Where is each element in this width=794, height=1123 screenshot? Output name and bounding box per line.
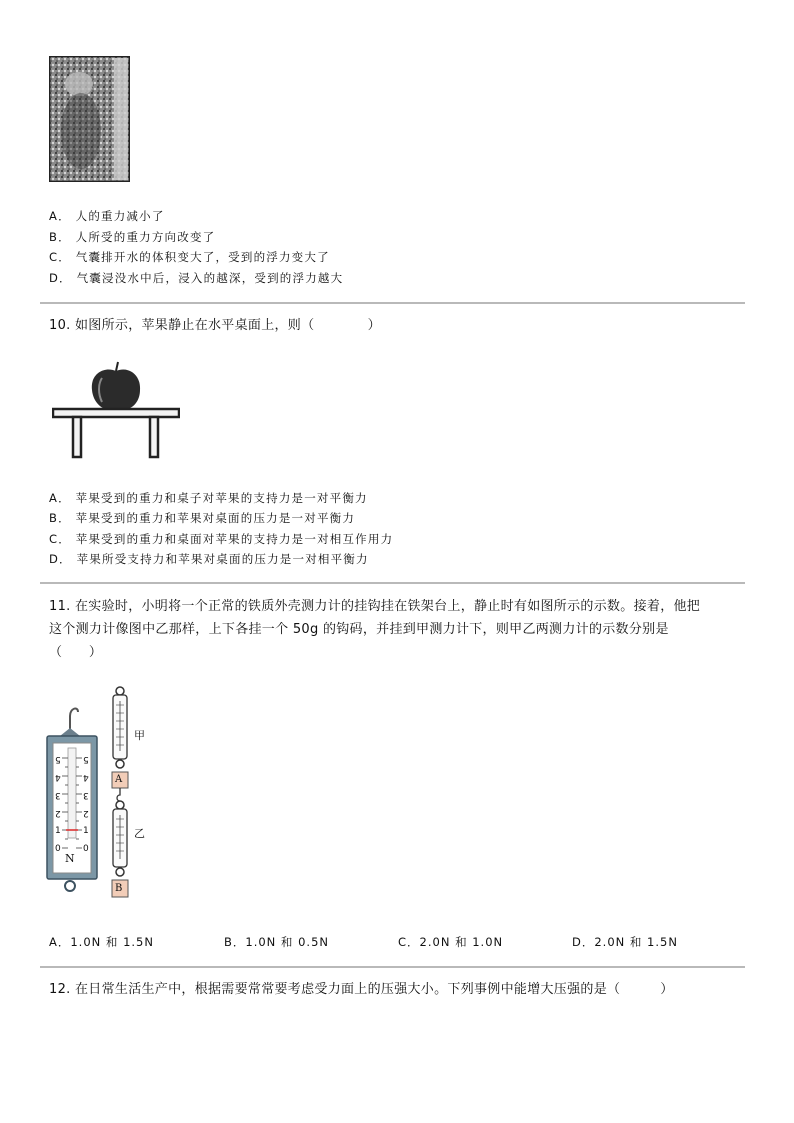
scale-label: 3	[55, 790, 61, 800]
divider	[40, 582, 745, 584]
scale-label: 5	[55, 754, 61, 764]
q10-option-a: A． 苹果受到的重力和桌子对苹果的支持力是一对平衡力	[49, 491, 368, 505]
scale-left-labels	[55, 750, 61, 858]
spring-scale-drawing	[44, 700, 100, 896]
q10-option-c: C． 苹果受到的重力和桌面对苹果的支持力是一对相互作用力	[49, 532, 394, 546]
airbag-photo-image	[49, 56, 130, 182]
scale-label: 5	[83, 754, 89, 764]
scale-right-labels	[83, 750, 89, 858]
divider	[40, 966, 745, 968]
scale-label: 3	[83, 790, 89, 800]
q9-option-c: C． 气囊排开水的体积变大了，受到的浮力变大了	[49, 250, 330, 264]
q11-stem-line3: （ ）	[49, 645, 103, 660]
apple-on-table-drawing	[52, 360, 180, 460]
apple-table-figure	[52, 360, 180, 460]
scale-label: 0	[83, 844, 89, 854]
unit-label: N	[65, 852, 75, 865]
scale-label: 1	[83, 826, 89, 836]
scale-label: 4	[83, 772, 89, 782]
scale-label: 2	[55, 808, 61, 818]
label-a: A	[115, 774, 123, 785]
scale-label: 4	[55, 772, 61, 782]
q10-option-d: D． 苹果所受支持力和苹果对桌面的压力是一对相平衡力	[49, 552, 369, 566]
label-yi: 乙	[134, 827, 145, 840]
q11-stem-line1: 11. 在实验时，小明将一个正常的铁质外壳测力计的挂钩挂在铁架台上，静止时有如图所示的示数。接着，他把	[49, 599, 701, 614]
label-jia: 甲	[134, 729, 145, 742]
divider	[40, 302, 745, 304]
q9-option-b: B． 人所受的重力方向改变了	[49, 230, 216, 244]
q11-stem-line2: 这个测力计像图中乙那样，上下各挂一个 50g 的钩码，并挂到甲测力计下，则甲乙两测力计的示数分别是	[49, 622, 669, 637]
q9-option-a: A． 人的重力减小了	[49, 209, 165, 223]
airbag-photo	[49, 56, 130, 182]
q11-option-c: C．2.0N 和 1.0N	[398, 935, 504, 949]
q9-option-d: D． 气囊浸没水中后，浸入的越深，受到的浮力越大	[49, 271, 344, 285]
q11-option-d: D．2.0N 和 1.5N	[572, 935, 678, 949]
label-b: B	[115, 883, 123, 894]
scale-label: 2	[83, 808, 89, 818]
scale-label: 0	[55, 844, 61, 854]
spring-scale-figure	[44, 700, 100, 896]
two-scales-drawing	[108, 685, 168, 901]
q11-option-b: B．1.0N 和 0.5N	[224, 935, 329, 949]
scale-label: 1	[55, 826, 61, 836]
q12-stem: 12. 在日常生活生产中，根据需要常常要考虑受力面上的压强大小。下列事例中能增大压强的是（ ）	[49, 982, 674, 997]
q10-stem: 10. 如图所示，苹果静止在水平桌面上，则（ ）	[49, 318, 381, 333]
q10-option-b: B． 苹果受到的重力和苹果对桌面的压力是一对平衡力	[49, 511, 356, 525]
two-scales-figure	[108, 685, 168, 901]
q11-option-a: A．1.0N 和 1.5N	[49, 935, 154, 949]
